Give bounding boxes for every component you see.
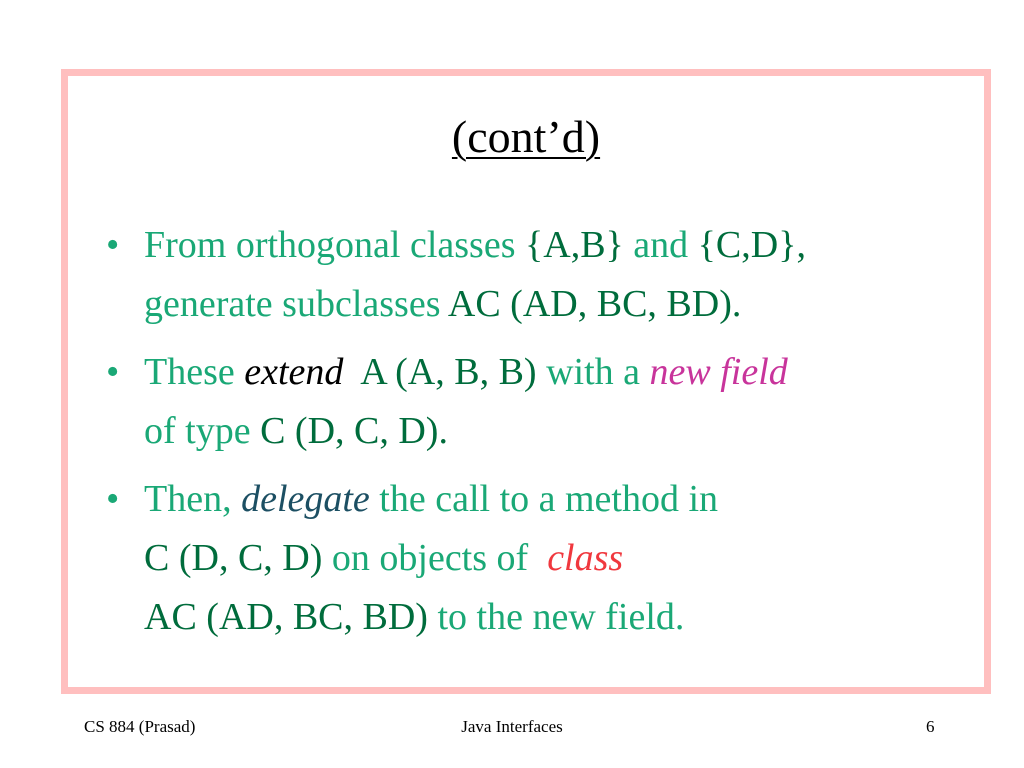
bullet-glyph: • [106, 478, 120, 520]
bullet-item-2 [106, 343, 966, 461]
bullet-item-3 [106, 470, 966, 647]
bullet-3-line-1: Then, delegate the call to a method in [144, 478, 719, 520]
bullet-2-line-2: of type C (D, C, D). [144, 410, 448, 452]
bullet-glyph: • [106, 351, 120, 393]
bullet-2-line-1: These extend A (A, B, B) with a new field [144, 351, 788, 393]
bullet-3-line-3: AC (AD, BC, BD) to the new field. [144, 596, 685, 638]
bullet-1-line-1: From orthogonal classes {A,B} and {C,D}, [144, 224, 806, 266]
slide-frame [61, 69, 991, 694]
bullet-3-line-2: C (D, C, D) on objects of class [144, 537, 624, 579]
slide-title: (cont’d) [451, 111, 601, 162]
footer-course: CS 884 (Prasad) [84, 717, 196, 736]
footer-topic: Java Interfaces [461, 717, 563, 736]
bullet-list [106, 216, 966, 656]
bullet-item-1 [106, 216, 966, 334]
bullet-glyph: • [106, 224, 120, 266]
page-number: 6 [926, 717, 935, 736]
bullet-1-line-2: generate subclasses AC (AD, BC, BD). [144, 283, 742, 325]
